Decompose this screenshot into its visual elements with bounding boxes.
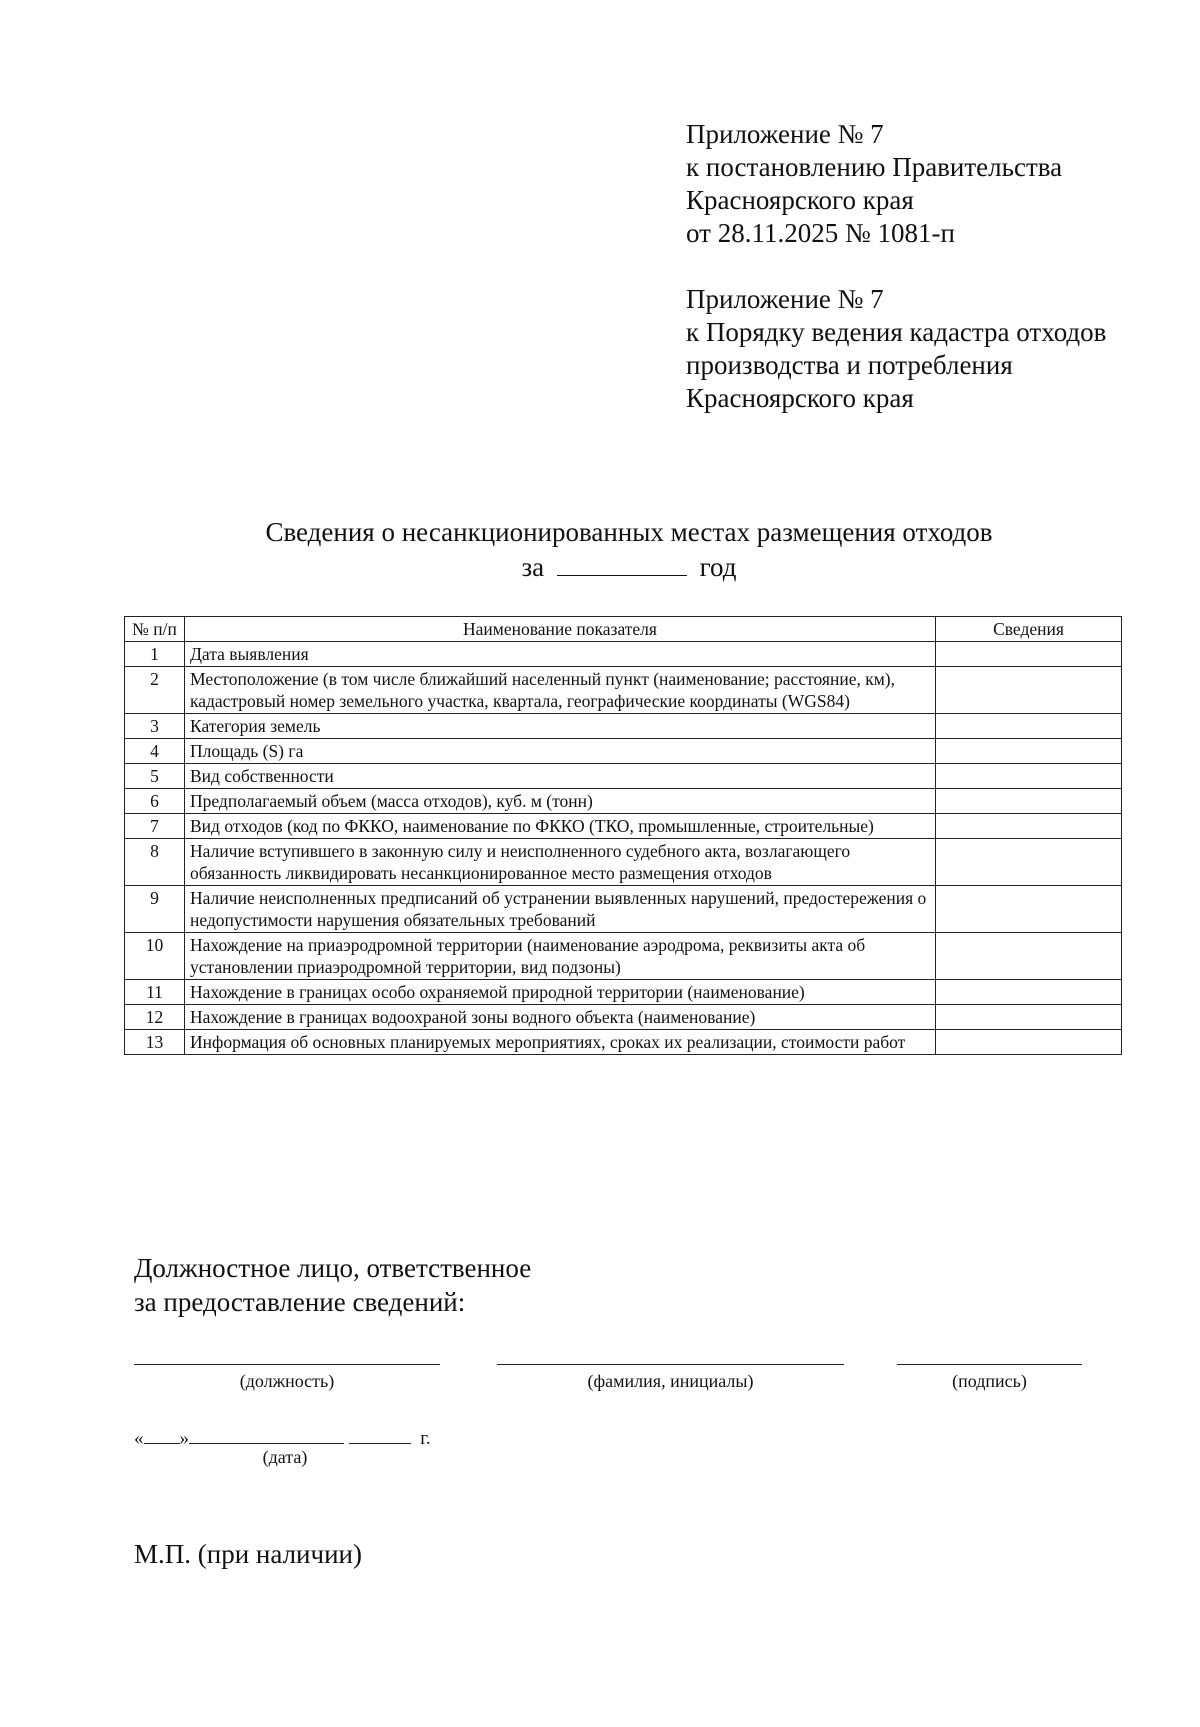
row-number: 8 [125,839,185,886]
appendix-line: Приложение № 7 [686,284,884,314]
table-row [125,1005,1122,1030]
info-input-cell[interactable] [936,789,1122,814]
indicator-name: Наличие неисполненных предписаний об устранении выявленных нарушений, предостережения о недопустимости нарушения обязательных требований [185,886,936,933]
year-blank-field[interactable] [557,551,687,576]
row-number: 10 [125,933,185,980]
appendix-line: от 28.11.2025 № 1081-п [686,218,955,248]
info-input-cell[interactable] [936,839,1122,886]
year-blank-field-date[interactable] [349,1425,411,1444]
info-input-cell[interactable] [936,1005,1122,1030]
table-row [125,933,1122,980]
date-close-quote: » [179,1428,189,1449]
appendix-header-cadastre-procedure [686,283,1106,415]
indicator-name: Информация об основных планируемых мероприятиях, сроках их реализации, стоимости работ [185,1030,936,1055]
indicator-name: Дата выявления [185,642,936,667]
indicator-name: Предполагаемый объем (масса отходов), куб. м (тонн) [185,789,936,814]
year-suffix: г. [420,1428,431,1449]
indicator-name: Нахождение в границах особо охраняемой природной территории (наименование) [185,980,936,1005]
signature-caption: (подпись) [952,1371,1027,1391]
indicators-table [124,616,1122,1055]
document-title: Сведения о несанкционированных местах размещения отходов [265,517,993,547]
row-number: 7 [125,814,185,839]
signer-line: Должностное лицо, ответственное [134,1253,532,1283]
row-number: 3 [125,714,185,739]
appendix-line: Приложение № 7 [686,119,884,149]
appendix-header-government-decree [686,118,1062,250]
indicator-name: Нахождение на приаэродромной территории (наименование аэродрома, реквизиты акта об установлении приаэродромной территории, вид подзоны) [185,933,936,980]
appendix-line: Красноярского края [686,383,914,413]
appendix-line: к постановлению Правительства [686,152,1063,182]
indicator-name: Местоположение (в том числе ближайший населенный пункт (наименование; расстояние, км), кадастровый номер земельного участка, квартала, географические координаты (WGS84) [185,667,936,714]
appendix-line: производства и потребления [686,350,1013,380]
table-row [125,814,1122,839]
indicator-name: Вид отходов (код по ФККО, наименование по ФККО (ТКО, промышленные, строительные) [185,814,936,839]
info-input-cell[interactable] [936,667,1122,714]
table-row [125,714,1122,739]
info-input-cell[interactable] [936,980,1122,1005]
indicator-name: Нахождение в границах водоохраной зоны водного объекта (наименование) [185,1005,936,1030]
row-number: 5 [125,764,185,789]
info-input-cell[interactable] [936,739,1122,764]
row-number: 2 [125,667,185,714]
subtitle-prefix: за [521,552,545,582]
info-input-cell[interactable] [936,764,1122,789]
row-number: 12 [125,1005,185,1030]
table-row [125,764,1122,789]
table-row [125,980,1122,1005]
subtitle-suffix: год [699,552,737,582]
table-row [125,1030,1122,1055]
table-row [125,739,1122,764]
info-input-cell[interactable] [936,933,1122,980]
indicator-name: Вид собственности [185,764,936,789]
indicator-name: Наличие вступившего в законную силу и неисполненного судебного акта, возлагающего обязанность ликвидировать несанкционированное место размещения отходов [185,839,936,886]
info-input-cell[interactable] [936,1030,1122,1055]
header-name: Наименование показателя [185,617,936,642]
signer-line: за предоставление сведений: [134,1287,466,1317]
info-input-cell[interactable] [936,642,1122,667]
name-input-line[interactable] [497,1364,844,1365]
table-row [125,642,1122,667]
date-open-quote: « [134,1428,144,1449]
table-header-row [125,617,1122,642]
position-caption: (должность) [239,1371,335,1391]
stamp-place-label: М.П. (при наличии) [134,1539,362,1569]
row-number: 1 [125,642,185,667]
signature-input-line[interactable] [897,1364,1082,1365]
responsible-person-label [134,1251,531,1319]
indicator-name: Площадь (S) га [185,739,936,764]
row-number: 6 [125,789,185,814]
date-caption: (дата) [262,1447,308,1467]
day-blank-field[interactable] [144,1425,180,1444]
month-blank-field[interactable] [189,1425,344,1444]
header-info: Сведения [936,617,1122,642]
table-row [125,839,1122,886]
appendix-line: к Порядку ведения кадастра отходов [686,317,1107,347]
info-input-cell[interactable] [936,814,1122,839]
appendix-line: Красноярского края [686,185,914,215]
row-number: 9 [125,886,185,933]
info-input-cell[interactable] [936,714,1122,739]
indicator-name: Категория земель [185,714,936,739]
info-input-cell[interactable] [936,886,1122,933]
table-row [125,886,1122,933]
row-number: 13 [125,1030,185,1055]
table-row [125,789,1122,814]
header-num: № п/п [125,617,185,642]
position-input-line[interactable] [134,1364,440,1365]
row-number: 4 [125,739,185,764]
table-row [125,667,1122,714]
row-number: 11 [125,980,185,1005]
name-caption: (фамилия, инициалы) [587,1371,754,1391]
document-subtitle [0,551,1200,583]
